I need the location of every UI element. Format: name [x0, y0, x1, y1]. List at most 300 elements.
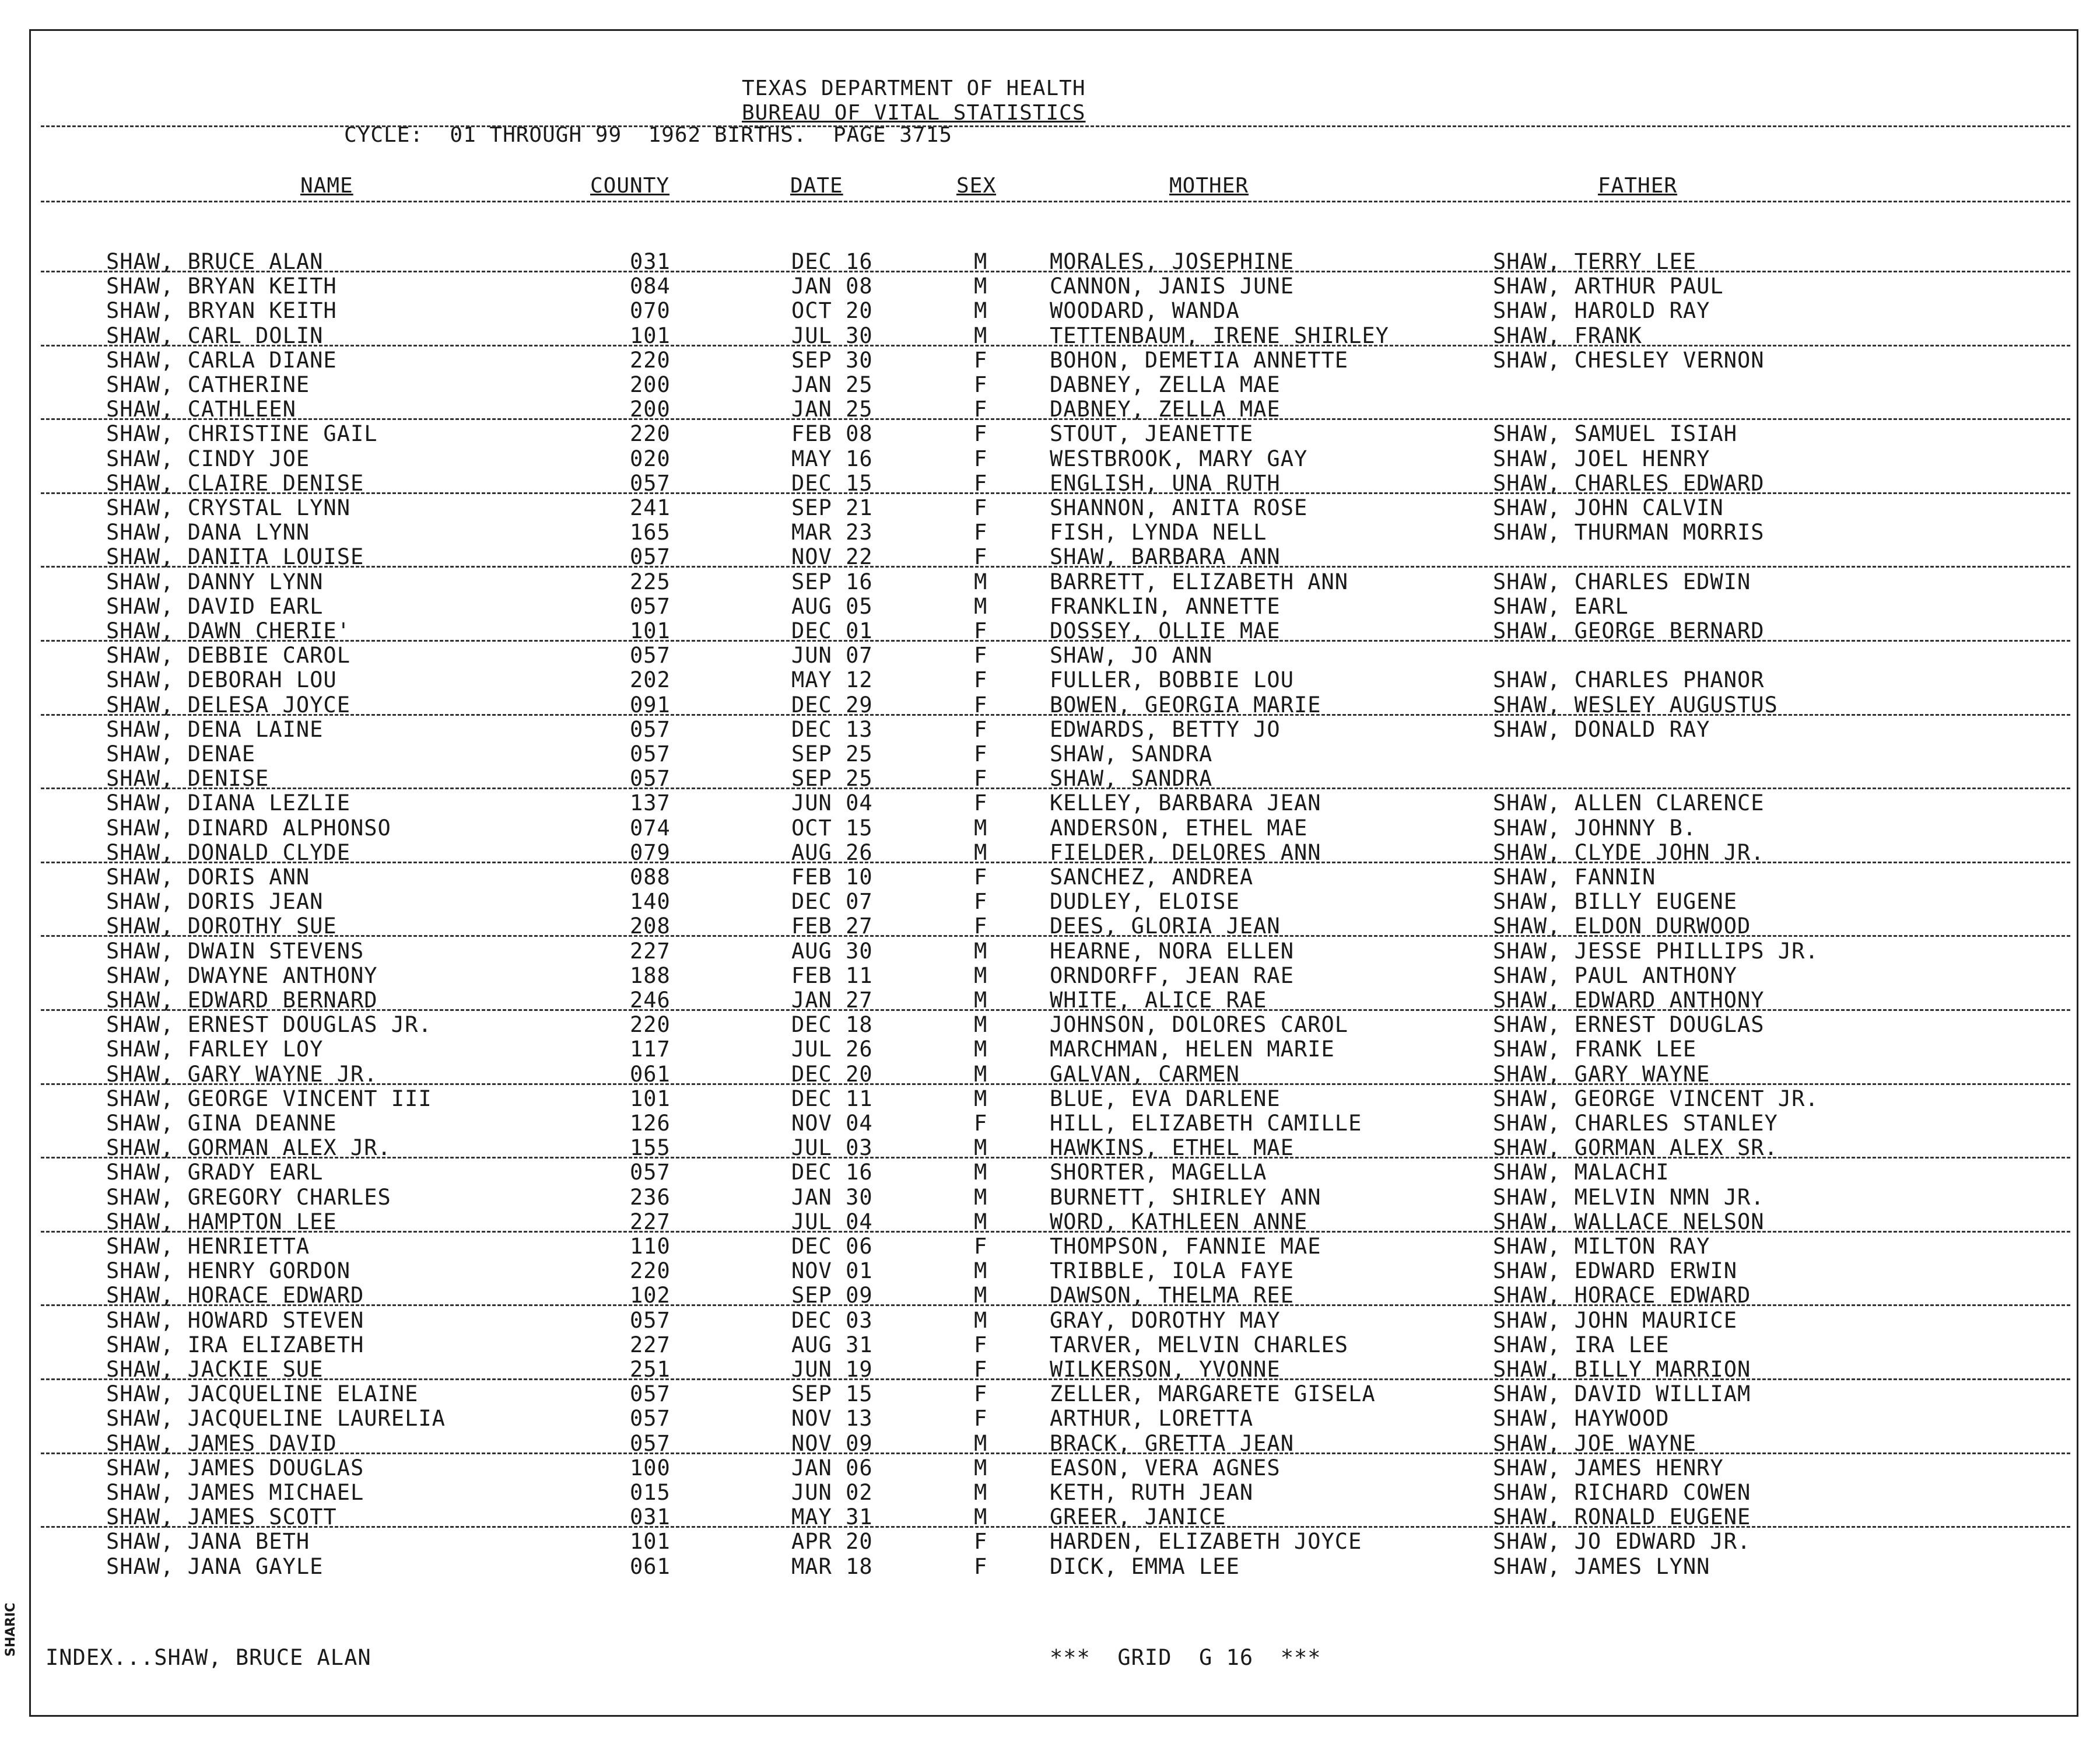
- cell-mother: CANNON, JANIS JUNE: [1050, 274, 1294, 299]
- index-label: INDEX...SHAW, BRUCE ALAN: [45, 1645, 371, 1670]
- cell-name: SHAW, GEORGE VINCENT III: [106, 1086, 432, 1111]
- cell-date: SEP 25: [791, 741, 873, 766]
- cell-father: SHAW, HAROLD RAY: [1493, 298, 1710, 324]
- cell-date: DEC 06: [791, 1234, 873, 1259]
- cell-sex: M: [974, 1086, 988, 1111]
- cell-sex: M: [974, 1504, 988, 1530]
- cell-county: 227: [630, 1209, 671, 1234]
- cell-date: SEP 25: [791, 766, 873, 792]
- cell-date: MAY 31: [791, 1504, 873, 1530]
- cell-date: MAY 12: [791, 667, 873, 693]
- cell-sex: F: [974, 667, 988, 693]
- table-row: [0, 1480, 2100, 1505]
- cell-mother: SANCHEZ, ANDREA: [1050, 864, 1254, 890]
- cell-sex: M: [974, 1037, 988, 1062]
- cell-name: SHAW, HENRIETTA: [106, 1234, 310, 1259]
- cell-county: 227: [630, 1332, 671, 1357]
- table-row: [0, 1308, 2100, 1333]
- cell-mother: DOSSEY, OLLIE MAE: [1050, 618, 1281, 643]
- cell-sex: M: [974, 1258, 988, 1284]
- cell-mother: ANDERSON, ETHEL MAE: [1050, 815, 1308, 841]
- table-row: [0, 422, 2100, 446]
- cell-date: JAN 27: [791, 988, 873, 1013]
- cell-name: SHAW, BRUCE ALAN: [106, 249, 324, 274]
- cell-sex: F: [974, 1529, 988, 1555]
- cell-county: 015: [630, 1480, 671, 1505]
- table-row: [0, 643, 2100, 668]
- cell-mother: BLUE, EVA DARLENE: [1050, 1086, 1281, 1111]
- cell-name: SHAW, DIANA LEZLIE: [106, 790, 350, 816]
- row-group-rule: [41, 566, 2070, 568]
- cell-county: 155: [630, 1135, 671, 1161]
- table-row: [0, 816, 2100, 841]
- cell-mother: BRACK, GRETTA JEAN: [1050, 1430, 1294, 1456]
- cell-date: OCT 15: [791, 815, 873, 841]
- cell-county: 061: [630, 1553, 671, 1579]
- cell-county: 074: [630, 815, 671, 841]
- table-row: [0, 1382, 2100, 1406]
- cell-county: 057: [630, 1381, 671, 1407]
- cell-father: SHAW, WESLEY AUGUSTUS: [1493, 692, 1778, 718]
- cell-father: SHAW, GARY WAYNE: [1493, 1061, 1710, 1087]
- cell-mother: BURNETT, SHIRLEY ANN: [1050, 1184, 1321, 1210]
- cell-sex: F: [974, 470, 988, 496]
- cell-mother: HAWKINS, ETHEL MAE: [1050, 1135, 1294, 1161]
- cell-father: SHAW, CHARLES EDWARD: [1493, 470, 1765, 496]
- cell-sex: F: [974, 520, 988, 545]
- table-row: [0, 1333, 2100, 1357]
- cell-mother: WHITE, ALICE RAE: [1050, 988, 1267, 1013]
- cell-date: SEP 09: [791, 1283, 873, 1308]
- cell-mother: WILKERSON, YVONNE: [1050, 1357, 1281, 1382]
- cell-date: DEC 29: [791, 692, 873, 718]
- cell-sex: M: [974, 323, 988, 348]
- cell-sex: M: [974, 963, 988, 988]
- cell-date: JUL 30: [791, 323, 873, 348]
- cell-sex: F: [974, 716, 988, 742]
- cell-mother: KELLEY, BARBARA JEAN: [1050, 790, 1321, 816]
- cell-name: SHAW, HOWARD STEVEN: [106, 1307, 364, 1333]
- cell-mother: DABNEY, ZELLA MAE: [1050, 397, 1281, 422]
- bureau-title: BUREAU OF VITAL STATISTICS: [742, 101, 1086, 125]
- cell-mother: MORALES, JOSEPHINE: [1050, 249, 1294, 274]
- column-header-county: COUNTY: [590, 174, 670, 198]
- cell-county: 137: [630, 790, 671, 816]
- column-rule: [41, 201, 2070, 202]
- cell-name: SHAW, DINARD ALPHONSO: [106, 815, 391, 841]
- cell-county: 227: [630, 938, 671, 964]
- row-group-rule: [41, 1304, 2070, 1306]
- cell-sex: F: [974, 1234, 988, 1259]
- cell-county: 101: [630, 1529, 671, 1555]
- cell-mother: EDWARDS, BETTY JO: [1050, 716, 1281, 742]
- cell-name: SHAW, CARL DOLIN: [106, 323, 324, 348]
- cell-father: SHAW, JOHN MAURICE: [1493, 1307, 1737, 1333]
- table-row: [0, 1555, 2100, 1579]
- row-group-rule: [41, 714, 2070, 716]
- cell-sex: F: [974, 1111, 988, 1136]
- table-row: [0, 496, 2100, 520]
- cell-father: SHAW, RICHARD COWEN: [1493, 1480, 1751, 1505]
- cell-father: SHAW, JOE WAYNE: [1493, 1430, 1697, 1456]
- cell-name: SHAW, HAMPTON LEE: [106, 1209, 337, 1234]
- cell-name: SHAW, DEBBIE CAROL: [106, 643, 350, 668]
- cell-mother: FIELDER, DELORES ANN: [1050, 839, 1321, 865]
- table-row: [0, 718, 2100, 742]
- cell-father: SHAW, FRANK LEE: [1493, 1037, 1697, 1062]
- cell-name: SHAW, JACKIE SUE: [106, 1357, 324, 1382]
- cell-name: SHAW, JACQUELINE LAURELIA: [106, 1406, 446, 1432]
- cell-father: SHAW, JOEL HENRY: [1493, 446, 1710, 471]
- row-group-rule: [41, 862, 2070, 863]
- cell-county: 031: [630, 1504, 671, 1530]
- cell-name: SHAW, DENA LAINE: [106, 716, 324, 742]
- cell-father: SHAW, JO EDWARD JR.: [1493, 1529, 1751, 1555]
- row-group-rule: [41, 1378, 2070, 1380]
- cell-sex: M: [974, 1135, 988, 1161]
- cell-name: SHAW, DENAE: [106, 741, 256, 766]
- cell-name: SHAW, DORIS ANN: [106, 864, 310, 890]
- cell-father: SHAW, TERRY LEE: [1493, 249, 1697, 274]
- cell-sex: F: [974, 495, 988, 520]
- cell-father: SHAW, PAUL ANTHONY: [1493, 963, 1737, 988]
- cell-name: SHAW, GARY WAYNE JR.: [106, 1061, 378, 1087]
- cell-sex: F: [974, 643, 988, 668]
- table-row: [0, 964, 2100, 988]
- cell-county: 101: [630, 618, 671, 643]
- cell-name: SHAW, JACQUELINE ELAINE: [106, 1381, 419, 1407]
- cell-sex: F: [974, 766, 988, 792]
- cell-father: SHAW, JAMES HENRY: [1493, 1455, 1724, 1480]
- table-row: [0, 348, 2100, 373]
- cell-father: SHAW, RONALD EUGENE: [1493, 1504, 1751, 1530]
- cell-mother: DICK, EMMA LEE: [1050, 1553, 1240, 1579]
- cell-sex: F: [974, 618, 988, 643]
- cell-father: SHAW, DAVID WILLIAM: [1493, 1381, 1751, 1407]
- cell-date: JUN 04: [791, 790, 873, 816]
- cell-sex: F: [974, 372, 988, 397]
- table-row: [0, 1160, 2100, 1185]
- cell-date: JAN 06: [791, 1455, 873, 1480]
- cell-mother: WORD, KATHLEEN ANNE: [1050, 1209, 1308, 1234]
- table-row: [0, 274, 2100, 299]
- cell-mother: TETTENBAUM, IRENE SHIRLEY: [1050, 323, 1389, 348]
- cell-mother: TRIBBLE, IOLA FAYE: [1050, 1258, 1294, 1284]
- cell-date: SEP 15: [791, 1381, 873, 1407]
- table-row: [0, 373, 2100, 397]
- row-group-rule: [41, 1083, 2070, 1085]
- cell-date: JUL 03: [791, 1135, 873, 1161]
- cell-date: AUG 31: [791, 1332, 873, 1357]
- cell-mother: HARDEN, ELIZABETH JOYCE: [1050, 1529, 1362, 1555]
- cell-father: SHAW, FRANK: [1493, 323, 1643, 348]
- cell-county: 079: [630, 839, 671, 865]
- row-group-rule: [41, 1526, 2070, 1528]
- cell-mother: SHAW, SANDRA: [1050, 766, 1213, 792]
- cell-name: SHAW, DORIS JEAN: [106, 889, 324, 915]
- cell-sex: M: [974, 274, 988, 299]
- cell-name: SHAW, JAMES DOUGLAS: [106, 1455, 364, 1480]
- table-row: [0, 1037, 2100, 1062]
- cell-father: SHAW, CHESLEY VERNON: [1493, 347, 1765, 373]
- table-row: [0, 1406, 2100, 1431]
- cell-mother: GALVAN, CARMEN: [1050, 1061, 1240, 1087]
- cell-sex: M: [974, 1184, 988, 1210]
- cell-sex: M: [974, 938, 988, 964]
- cell-name: SHAW, GREGORY CHARLES: [106, 1184, 391, 1210]
- cell-mother: BOWEN, GEORGIA MARIE: [1050, 692, 1321, 718]
- cell-name: SHAW, IRA ELIZABETH: [106, 1332, 364, 1357]
- cell-date: DEC 13: [791, 716, 873, 742]
- cell-county: 110: [630, 1234, 671, 1259]
- cell-date: JUN 07: [791, 643, 873, 668]
- cell-date: FEB 08: [791, 421, 873, 447]
- cell-sex: M: [974, 1430, 988, 1456]
- table-row: [0, 1234, 2100, 1259]
- table-row: [0, 1259, 2100, 1283]
- cell-date: FEB 11: [791, 963, 873, 988]
- cell-name: SHAW, DWAIN STEVENS: [106, 938, 364, 964]
- cell-mother: SHAW, SANDRA: [1050, 741, 1213, 766]
- cell-name: SHAW, JAMES MICHAEL: [106, 1480, 364, 1505]
- cell-mother: FISH, LYNDA NELL: [1050, 520, 1267, 545]
- table-row: [0, 1111, 2100, 1136]
- table-row: [0, 668, 2100, 692]
- table-row: [0, 447, 2100, 471]
- cell-mother: KETH, RUTH JEAN: [1050, 1480, 1254, 1505]
- cell-father: SHAW, SAMUEL ISIAH: [1493, 421, 1737, 447]
- cell-date: NOV 04: [791, 1111, 873, 1136]
- cell-name: SHAW, CATHERINE: [106, 372, 310, 397]
- cell-father: SHAW, ARTHUR PAUL: [1493, 274, 1724, 299]
- cell-sex: F: [974, 421, 988, 447]
- cell-sex: F: [974, 914, 988, 939]
- cell-county: 208: [630, 914, 671, 939]
- cell-mother: DABNEY, ZELLA MAE: [1050, 372, 1281, 397]
- cell-name: SHAW, CHRISTINE GAIL: [106, 421, 378, 447]
- cell-father: SHAW, HAYWOOD: [1493, 1406, 1670, 1432]
- table-row: [0, 1087, 2100, 1111]
- cell-sex: M: [974, 815, 988, 841]
- cell-name: SHAW, DOROTHY SUE: [106, 914, 337, 939]
- column-header-date: DATE: [790, 174, 843, 198]
- cell-date: AUG 26: [791, 839, 873, 865]
- cell-father: SHAW, GEORGE BERNARD: [1493, 618, 1765, 643]
- cell-county: 057: [630, 1430, 671, 1456]
- cell-sex: F: [974, 790, 988, 816]
- cell-mother: ARTHUR, LORETTA: [1050, 1406, 1254, 1432]
- cell-name: SHAW, CATHLEEN: [106, 397, 296, 422]
- cell-sex: M: [974, 249, 988, 274]
- cell-father: SHAW, FANNIN: [1493, 864, 1656, 890]
- table-row: [0, 939, 2100, 964]
- cell-sex: F: [974, 397, 988, 422]
- row-group-rule: [41, 1452, 2070, 1454]
- cell-date: AUG 30: [791, 938, 873, 964]
- cell-father: SHAW, ELDON DURWOOD: [1493, 914, 1751, 939]
- cell-county: 057: [630, 766, 671, 792]
- cell-father: SHAW, CHARLES EDWIN: [1493, 569, 1751, 594]
- cell-date: APR 20: [791, 1529, 873, 1555]
- cell-mother: SHORTER, MAGELLA: [1050, 1160, 1267, 1185]
- cell-date: NOV 01: [791, 1258, 873, 1284]
- cell-date: NOV 13: [791, 1406, 873, 1432]
- cell-county: 200: [630, 397, 671, 422]
- cell-sex: F: [974, 1332, 988, 1357]
- cell-county: 101: [630, 323, 671, 348]
- cell-county: 117: [630, 1037, 671, 1062]
- cell-mother: HILL, ELIZABETH CAMILLE: [1050, 1111, 1362, 1136]
- cell-father: SHAW, MALACHI: [1493, 1160, 1670, 1185]
- cell-mother: SHAW, JO ANN: [1050, 643, 1213, 668]
- cell-county: 101: [630, 1086, 671, 1111]
- table-row: [0, 594, 2100, 619]
- cell-county: 236: [630, 1184, 671, 1210]
- row-group-rule: [41, 1157, 2070, 1158]
- cell-mother: SHANNON, ANITA ROSE: [1050, 495, 1308, 520]
- cell-mother: WOODARD, WANDA: [1050, 298, 1240, 324]
- cell-name: SHAW, BRYAN KEITH: [106, 298, 337, 324]
- cell-date: NOV 09: [791, 1430, 873, 1456]
- cell-county: 202: [630, 667, 671, 693]
- grid-label: *** GRID G 16 ***: [1050, 1645, 1321, 1670]
- column-header-name: NAME: [300, 174, 353, 198]
- cell-father: SHAW, DONALD RAY: [1493, 716, 1710, 742]
- cell-father: SHAW, JAMES LYNN: [1493, 1553, 1710, 1579]
- cell-sex: M: [974, 1061, 988, 1087]
- cell-sex: M: [974, 1283, 988, 1308]
- cell-date: OCT 20: [791, 298, 873, 324]
- table-row: [0, 865, 2100, 890]
- cell-name: SHAW, JANA GAYLE: [106, 1553, 324, 1579]
- cell-name: SHAW, GORMAN ALEX JR.: [106, 1135, 391, 1161]
- cell-name: SHAW, BRYAN KEITH: [106, 274, 337, 299]
- cell-date: JUN 19: [791, 1357, 873, 1382]
- cell-father: SHAW, EARL: [1493, 593, 1629, 619]
- cell-date: MAR 18: [791, 1553, 873, 1579]
- cell-county: 061: [630, 1061, 671, 1087]
- cell-father: SHAW, CHARLES PHANOR: [1493, 667, 1765, 693]
- cell-date: DEC 03: [791, 1307, 873, 1333]
- cell-mother: THOMPSON, FANNIE MAE: [1050, 1234, 1321, 1259]
- cell-mother: DEES, GLORIA JEAN: [1050, 914, 1281, 939]
- cell-mother: FRANKLIN, ANNETTE: [1050, 593, 1281, 619]
- cell-county: 070: [630, 298, 671, 324]
- cell-date: DEC 07: [791, 889, 873, 915]
- cell-date: DEC 16: [791, 249, 873, 274]
- cell-date: DEC 01: [791, 618, 873, 643]
- cell-mother: ZELLER, MARGARETE GISELA: [1050, 1381, 1376, 1407]
- cell-date: DEC 20: [791, 1061, 873, 1087]
- cell-county: 057: [630, 741, 671, 766]
- cell-date: SEP 21: [791, 495, 873, 520]
- cell-father: SHAW, JOHN CALVIN: [1493, 495, 1724, 520]
- table-row: [0, 570, 2100, 594]
- cell-mother: WESTBROOK, MARY GAY: [1050, 446, 1308, 471]
- cell-date: DEC 18: [791, 1012, 873, 1038]
- cell-mother: BOHON, DEMETIA ANNETTE: [1050, 347, 1349, 373]
- cell-mother: BARRETT, ELIZABETH ANN: [1050, 569, 1349, 594]
- cell-county: 246: [630, 988, 671, 1013]
- cell-sex: F: [974, 446, 988, 471]
- cell-sex: F: [974, 1553, 988, 1579]
- row-group-rule: [41, 492, 2070, 494]
- cell-date: DEC 16: [791, 1160, 873, 1185]
- header-rule: [41, 125, 2070, 127]
- cell-county: 088: [630, 864, 671, 890]
- cell-county: 031: [630, 249, 671, 274]
- cell-name: SHAW, CARLA DIANE: [106, 347, 337, 373]
- row-group-rule: [41, 1231, 2070, 1233]
- cell-father: SHAW, WALLACE NELSON: [1493, 1209, 1765, 1234]
- cell-sex: F: [974, 741, 988, 766]
- cell-county: 220: [630, 347, 671, 373]
- cell-name: SHAW, CLAIRE DENISE: [106, 470, 364, 496]
- column-header-sex: SEX: [956, 174, 997, 198]
- cell-name: SHAW, DWAYNE ANTHONY: [106, 963, 378, 988]
- cell-county: 220: [630, 1258, 671, 1284]
- table-row: [0, 520, 2100, 545]
- cell-name: SHAW, EDWARD BERNARD: [106, 988, 378, 1013]
- row-group-rule: [41, 788, 2070, 789]
- cell-father: SHAW, MILTON RAY: [1493, 1234, 1710, 1259]
- cell-father: SHAW, BILLY MARRION: [1493, 1357, 1751, 1382]
- cell-date: JAN 08: [791, 274, 873, 299]
- cell-name: SHAW, FARLEY LOY: [106, 1037, 324, 1062]
- cell-sex: M: [974, 298, 988, 324]
- cell-sex: M: [974, 569, 988, 594]
- cell-mother: DUDLEY, ELOISE: [1050, 889, 1240, 915]
- row-group-rule: [41, 345, 2070, 346]
- table-row: [0, 1456, 2100, 1480]
- cell-mother: ORNDORFF, JEAN RAE: [1050, 963, 1294, 988]
- cell-name: SHAW, DANITA LOUISE: [106, 544, 364, 570]
- cell-date: SEP 16: [791, 569, 873, 594]
- cell-sex: M: [974, 1455, 988, 1480]
- cell-date: JAN 30: [791, 1184, 873, 1210]
- cell-county: 057: [630, 593, 671, 619]
- cell-date: SEP 30: [791, 347, 873, 373]
- table-row: [0, 299, 2100, 323]
- cell-name: SHAW, GINA DEANNE: [106, 1111, 337, 1136]
- cell-sex: M: [974, 1307, 988, 1333]
- cell-date: NOV 22: [791, 544, 873, 570]
- cell-name: SHAW, DENISE: [106, 766, 269, 792]
- cycle-line: CYCLE: 01 THROUGH 99 1962 BIRTHS. PAGE 3715: [344, 123, 952, 147]
- cell-father: SHAW, ERNEST DOUGLAS: [1493, 1012, 1765, 1038]
- cell-mother: JOHNSON, DOLORES CAROL: [1050, 1012, 1349, 1038]
- cell-county: 057: [630, 1307, 671, 1333]
- cell-sex: M: [974, 839, 988, 865]
- row-group-rule: [41, 418, 2070, 420]
- cell-county: 126: [630, 1111, 671, 1136]
- cell-father: SHAW, GEORGE VINCENT JR.: [1493, 1086, 1819, 1111]
- cell-mother: SHAW, BARBARA ANN: [1050, 544, 1281, 570]
- cell-date: FEB 10: [791, 864, 873, 890]
- cell-father: SHAW, BILLY EUGENE: [1493, 889, 1737, 915]
- table-row: [0, 791, 2100, 816]
- cell-mother: DAWSON, THELMA REE: [1050, 1283, 1294, 1308]
- cell-name: SHAW, DEBORAH LOU: [106, 667, 337, 693]
- cell-county: 241: [630, 495, 671, 520]
- cell-mother: STOUT, JEANETTE: [1050, 421, 1254, 447]
- cell-date: FEB 27: [791, 914, 873, 939]
- cell-county: 057: [630, 1406, 671, 1432]
- cell-sex: M: [974, 1480, 988, 1505]
- cell-date: DEC 15: [791, 470, 873, 496]
- cell-name: SHAW, DAWN CHERIE': [106, 618, 350, 643]
- column-header-mother: MOTHER: [1169, 174, 1249, 198]
